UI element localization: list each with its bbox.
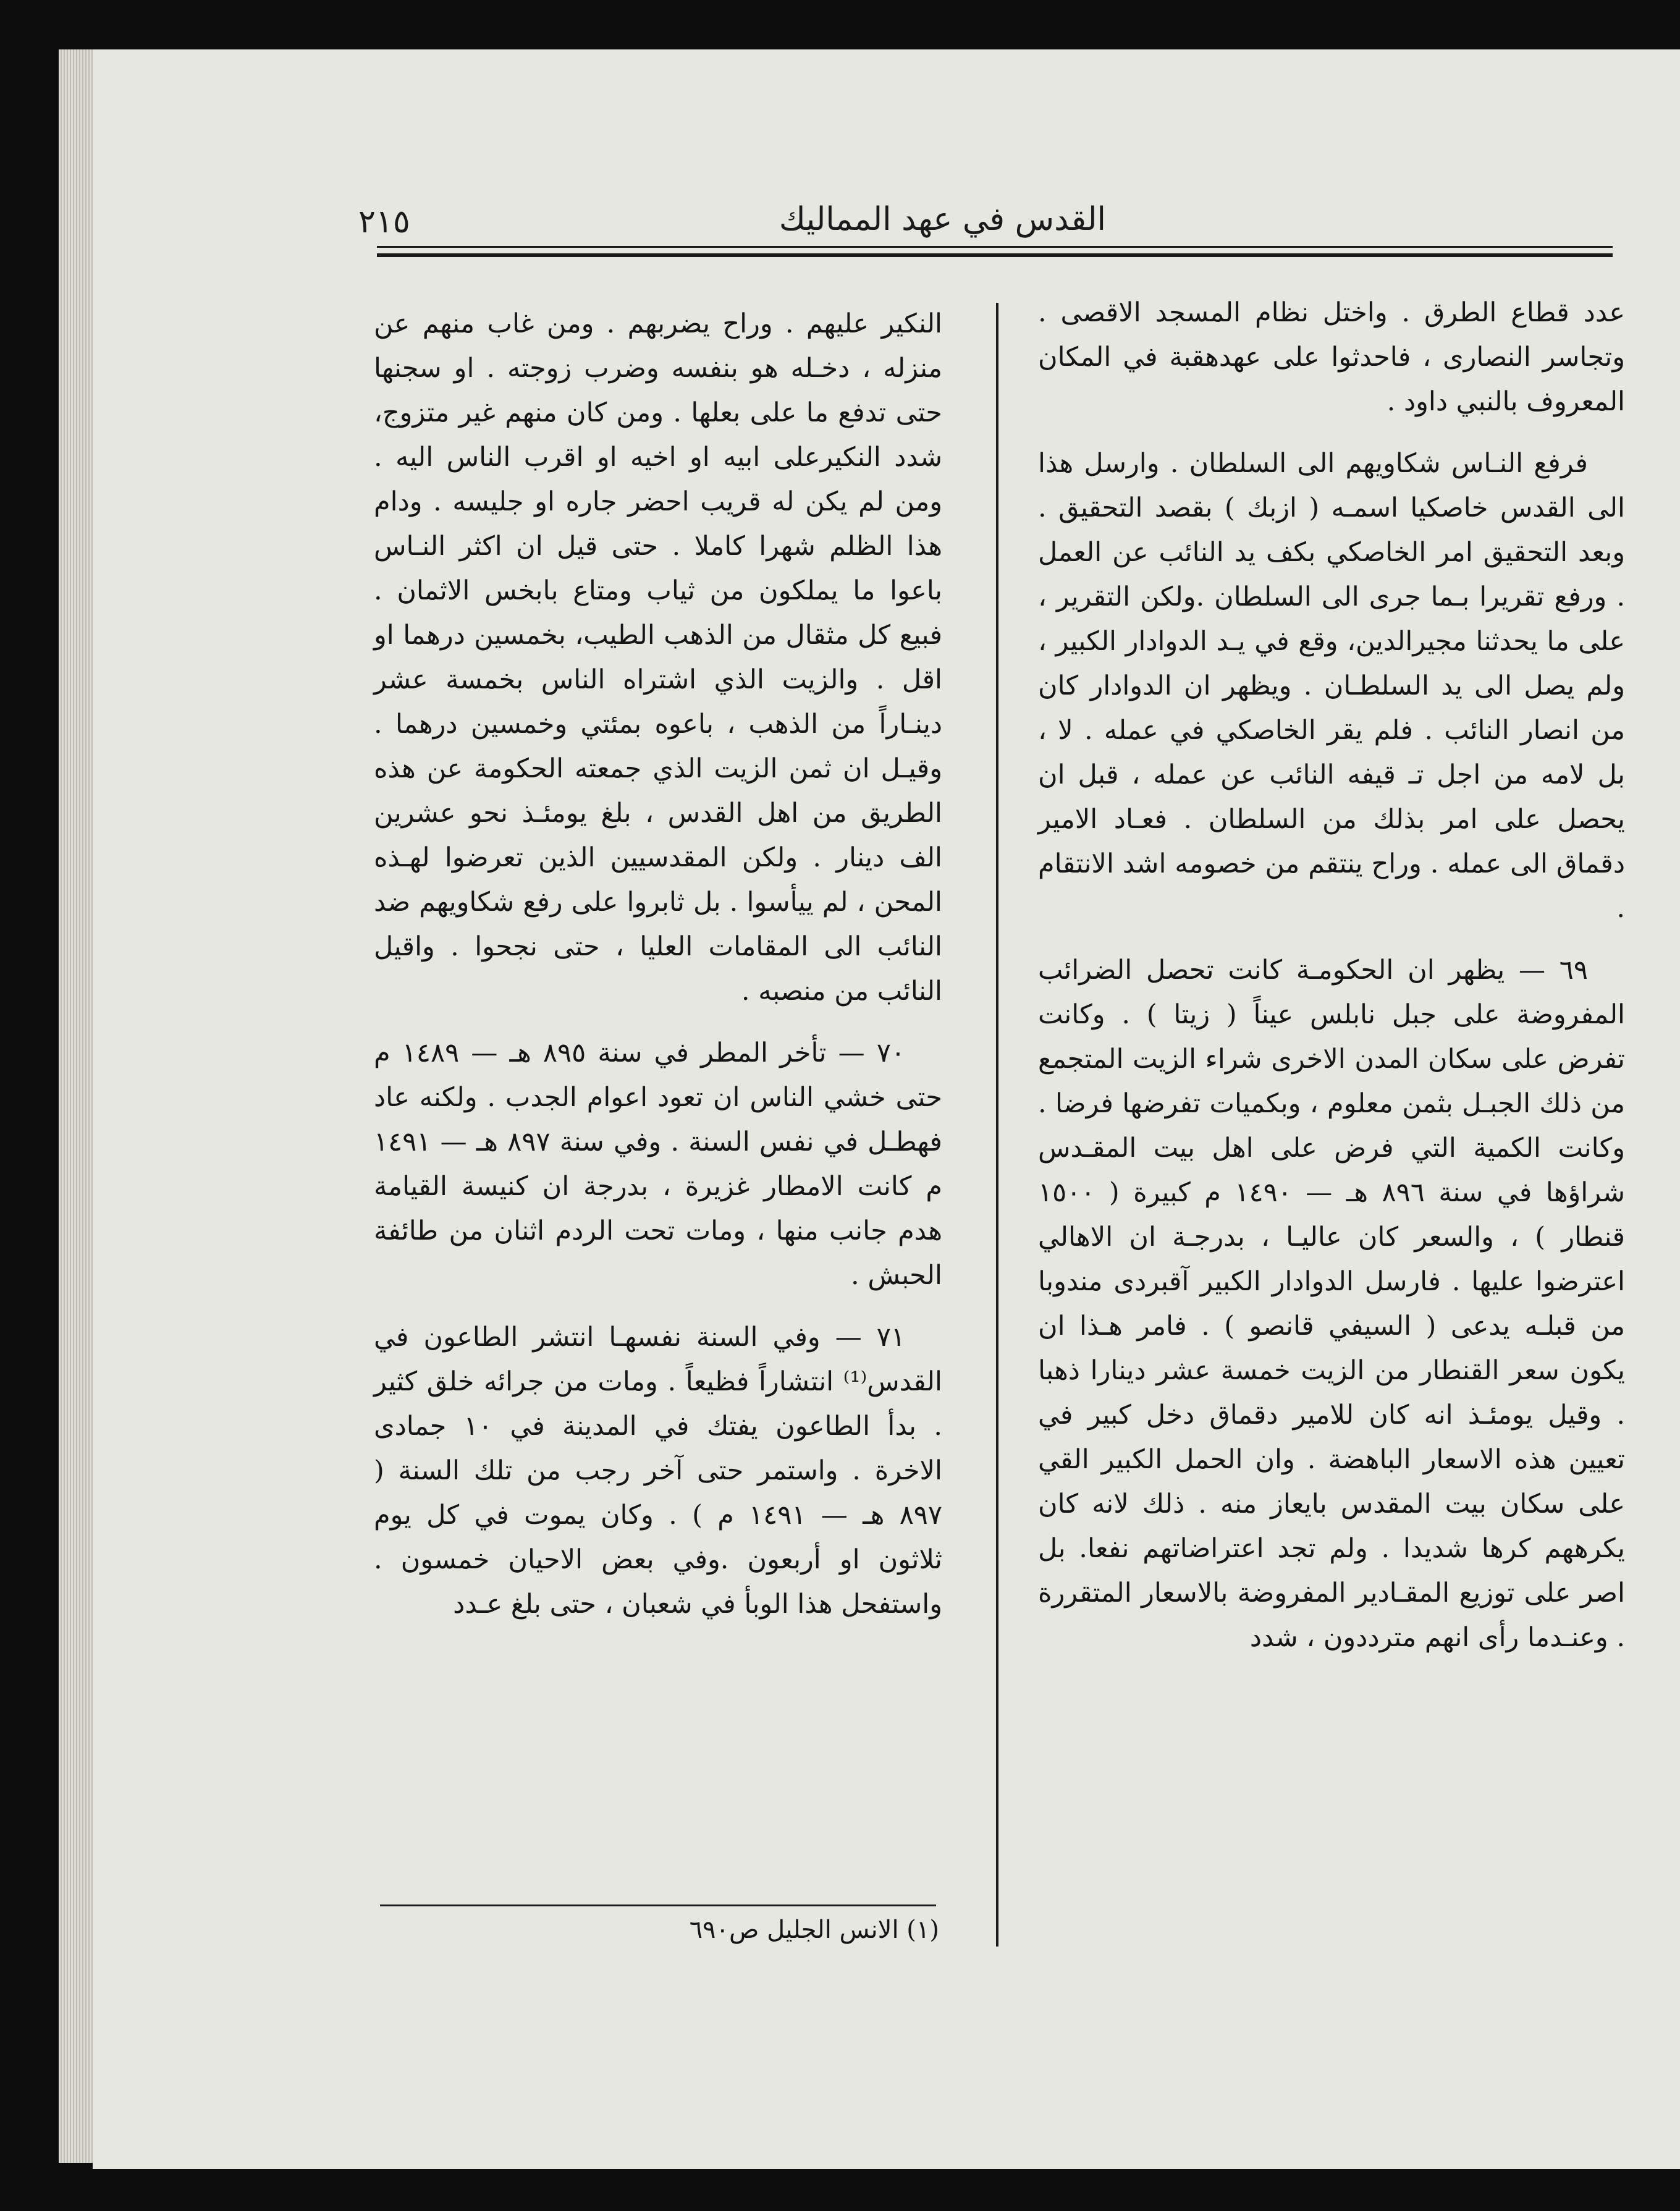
paragraph: عدد قطاع الطرق . واختل نظام المسجد الاقصى . وتجاسر النصارى ، فاحدثوا على عهدهقبة في المكان المعروف بالنبي داود . xyxy=(1038,297,1625,417)
page-number: ٢١٥ xyxy=(358,203,410,240)
column-divider xyxy=(996,303,998,1947)
paragraph: فرفع النـاس شكاويهم الى السلطان . وارسل هذا الى القدس خاصكيا اسمـه ( ازبك ) بقصد التحقيق . وبعد التحقيق امر الخاصكي بكف يد النائب عن العمل . ورفع تقريرا بـما جرى الى السلطان .ولكن التقرير ، على ما يحدثنا مجيرالدين، وقع في يـد الدوادار الكبير ، ولم يصل الى يد السلطـان . ويظهر ان الدوادار كان من انصار النائب . فلم يقر الخاصكي في عمله . لا ، بل لامه من اجل تـ قيفه النائب عن عمله ، قبل ان يحصل على امر بذلك من السلطان . فعـاد الامير دقماق الى عمله . وراح ينتقم من خصومه اشد الانتقام . xyxy=(1038,448,1625,924)
footnote: (١) الانس الجليل ص٦٩٠ xyxy=(689,1916,939,1944)
header-rule-thin xyxy=(377,246,1613,248)
paragraph: النكير عليهم . وراح يضربهم . ومن غاب منهم عن منزله ، دخـله هو بنفسه وضرب زوجته . او سجنها حتى تدفع ما على بعلها . ومن كان منهم غير متزوج، شدد النكيرعلى ابيه او اخيه او اقرب الناس اليه . ومن لم يكن له قريب احضر جاره او جليسه . ودام هذا الظلم شهرا كاملا . حتى قيل ان اكثر النـاس باعوا ما يملكون من ثياب ومتاع بابخس الاثمان . فبيع كل مثقال من الذهب الطيب، بخمسين درهما او اقل . والزيت الذي اشتراه الناس بخمسة عشر دينـاراً من الذهب ، باعوه بمئتي وخمسين درهما . وقيـل ان ثمن الزيت الذي جمعته الحكومة عن هذه الطريق من اهل القدس ، بلغ يومئـذ نحو عشرين الف دينار . ولكن المقدسيين الذين تعرضوا لهـذه المحن ، لم ييأسوا . بل ثابروا على رفع شكاويهم ضد النائب الى المقامات العليا ، حتى نجحوا . واقيل النائب من منصبه . xyxy=(374,308,942,1007)
running-title: القدس في عهد المماليك xyxy=(779,201,1106,238)
paragraph: ٧١ — وفي السنة نفسهـا انتشر الطاعون في القدس⁽¹⁾ انتشاراً فظيعاً . ومات من جرائه خلق كثير . بدأ الطاعون يفتك في المدينة في ١٠ جمادى الاخرة . واستمر حتى آخر رجب من تلك السنة ( ٨٩٧ هـ — ١٤٩١ م ) . وكان يموت في كل يوم ثلاثون او أربعون .وفي بعض الاحيان خمسون . واستفحل هذا الوبأ في شعبان ، حتى بلغ عـدد xyxy=(374,1322,942,1620)
right-column xyxy=(1038,290,1625,1677)
left-column xyxy=(374,302,942,1644)
paragraph: ٧٠ — تأخر المطر في سنة ٨٩٥ هـ — ١٤٨٩ م حتى خشي الناس ان تعود اعوام الجدب . ولكنه عاد فهطـل في نفس السنة . وفي سنة ٨٩٧ هـ — ١٤٩١ م كانت الامطار غزيرة ، بدرجة ان كنيسة القيامة هدم جانب منها ، ومات تحت الردم اثنان من طائفة الحبش . xyxy=(374,1038,942,1291)
footnote-rule xyxy=(380,1905,936,1906)
paragraph: ٦٩ — يظهر ان الحكومـة كانت تحصل الضرائب المفروضة على جبل نابلس عيناً ( زيتا ) . وكانت تفرض على سكان المدن الاخرى شراء الزيت المتجمع من ذلك الجبـل بثمن معلوم ، وبكميات تفرضها فرضا . وكانت الكمية التي فرض على اهل بيت المقـدس شراؤها في سنة ٨٩٦ هـ — ١٤٩٠ م كبيرة ( ١٥٠٠ قنطار ) ، والسعر كان عاليـا ، بدرجـة ان الاهالي اعترضوا عليها . فارسل الدوادار الكبير آقبردى مندوبا من قبلـه يدعى ( السيفي قانصو ) . فامر هـذا ان يكون سعر القنطار من الزيت خمسة عشر دينارا ذهبا . وقيل يومئـذ انه كان للامير دقماق دخل كبير في تعيين هذه الاسعار الباهضة . وان الحمل الكبير القي على سكان بيت المقدس بايعاز منه . ذلك لانه كان يكرههم كرها شديدا . ولم تجد اعتراضاتهم نفعا. بل اصر على توزيع المقـادير المفروضة بالاسعار المتقررة . وعنـدما رأى انهم مترددون ، شدد xyxy=(1038,955,1625,1653)
header-rule-thick xyxy=(377,253,1613,257)
